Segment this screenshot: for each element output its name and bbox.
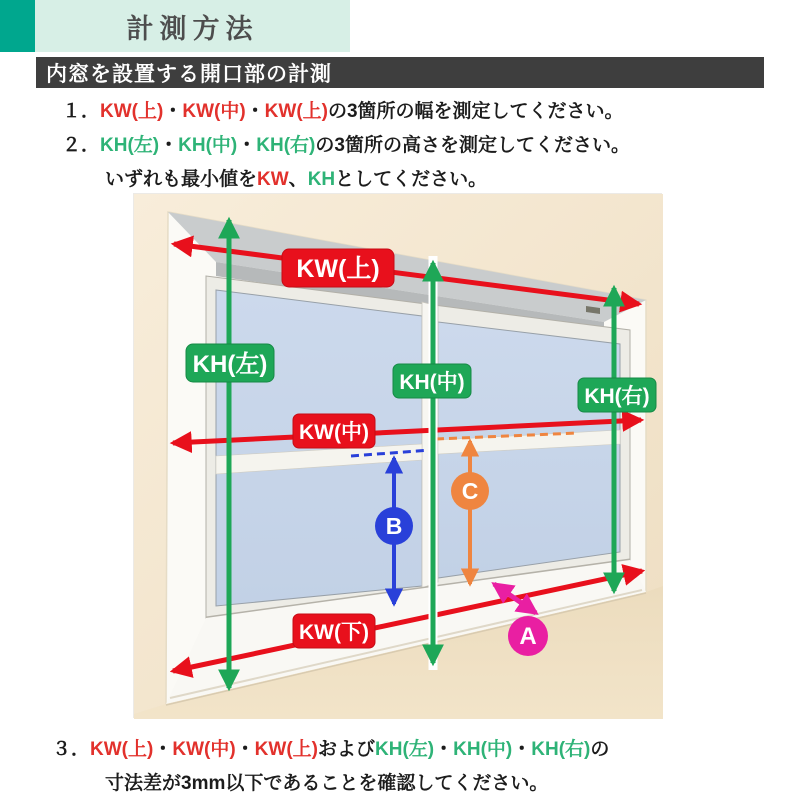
text-segment: ・ — [434, 739, 454, 760]
text-segment: の — [590, 739, 610, 760]
text-segment: の3箇所の幅を測定してください。 — [327, 101, 624, 122]
text-segment: KH(右) — [531, 739, 591, 760]
marker-c-text: C — [461, 478, 479, 504]
text-segment: KH(右) — [256, 135, 316, 156]
page-title: 計測方法 — [126, 13, 259, 44]
text-segment: 寸法差が3mm以下であることを確認してください。 — [105, 773, 549, 794]
text-segment: KW(中) — [182, 101, 246, 122]
text-segment: および — [317, 739, 375, 760]
text-segment: 、 — [288, 169, 308, 190]
text-segment: KW(上) — [100, 101, 164, 122]
marker-c — [451, 472, 489, 510]
text-segment: KW — [257, 169, 289, 190]
step-3-continued — [105, 767, 609, 800]
section-header-bar — [36, 57, 764, 88]
text-segment: KH(左) — [375, 739, 435, 760]
step-2-continued — [105, 163, 630, 197]
kw-mid-label-text: KW(中) — [299, 421, 369, 444]
text-segment: の3箇所の高さを測定してください。 — [315, 135, 630, 156]
text-segment: ・ — [237, 135, 257, 156]
kw-top-label — [282, 249, 394, 287]
kh-left-label — [186, 344, 274, 382]
kw-bottom-label-text: KW(下) — [299, 621, 369, 644]
text-segment: ３． — [52, 739, 91, 760]
text-segment: ・ — [153, 739, 173, 760]
marker-a-text: A — [519, 623, 537, 650]
text-segment: KW(上) — [254, 739, 318, 760]
step-1 — [62, 95, 630, 129]
accent-square — [0, 0, 35, 52]
kh-left-label-text: KH(左) — [192, 351, 268, 378]
kw-mid-label — [293, 414, 375, 448]
kw-top-label-text: KW(上) — [296, 255, 380, 283]
kw-bottom-label — [293, 614, 375, 648]
text-segment: １． — [62, 101, 101, 122]
step-2 — [62, 129, 630, 163]
text-segment: KW(上) — [90, 739, 154, 760]
text-segment: ・ — [245, 101, 265, 122]
kh-right-label — [578, 378, 656, 412]
text-segment: KH(中) — [178, 135, 238, 156]
text-segment: ２． — [62, 135, 101, 156]
text-segment: KW(上) — [264, 101, 328, 122]
kh-mid-label — [393, 364, 471, 398]
kh-mid-label-text: KH(中) — [399, 371, 465, 394]
marker-b-text: B — [385, 513, 403, 539]
title-banner — [35, 0, 350, 52]
text-segment: ・ — [159, 135, 179, 156]
text-segment: KW(中) — [172, 739, 236, 760]
section-title: 内窓を設置する開口部の計測 — [46, 62, 332, 86]
text-segment: KH(中) — [453, 739, 513, 760]
text-segment: KH — [307, 169, 336, 190]
marker-a — [508, 616, 548, 656]
instructions-bottom — [52, 733, 609, 800]
kh-right-label-text: KH(右) — [584, 385, 650, 408]
step-3 — [52, 733, 609, 767]
text-segment: ・ — [163, 101, 183, 122]
instructions-top — [62, 95, 630, 197]
text-segment: ・ — [235, 739, 255, 760]
measurement-photo — [133, 193, 662, 718]
window-diagram — [134, 194, 663, 719]
text-segment: ・ — [512, 739, 532, 760]
text-segment: いずれも最小値を — [105, 169, 258, 190]
text-segment: としてください。 — [335, 169, 488, 190]
marker-b — [375, 507, 413, 545]
text-segment: KH(左) — [100, 135, 160, 156]
